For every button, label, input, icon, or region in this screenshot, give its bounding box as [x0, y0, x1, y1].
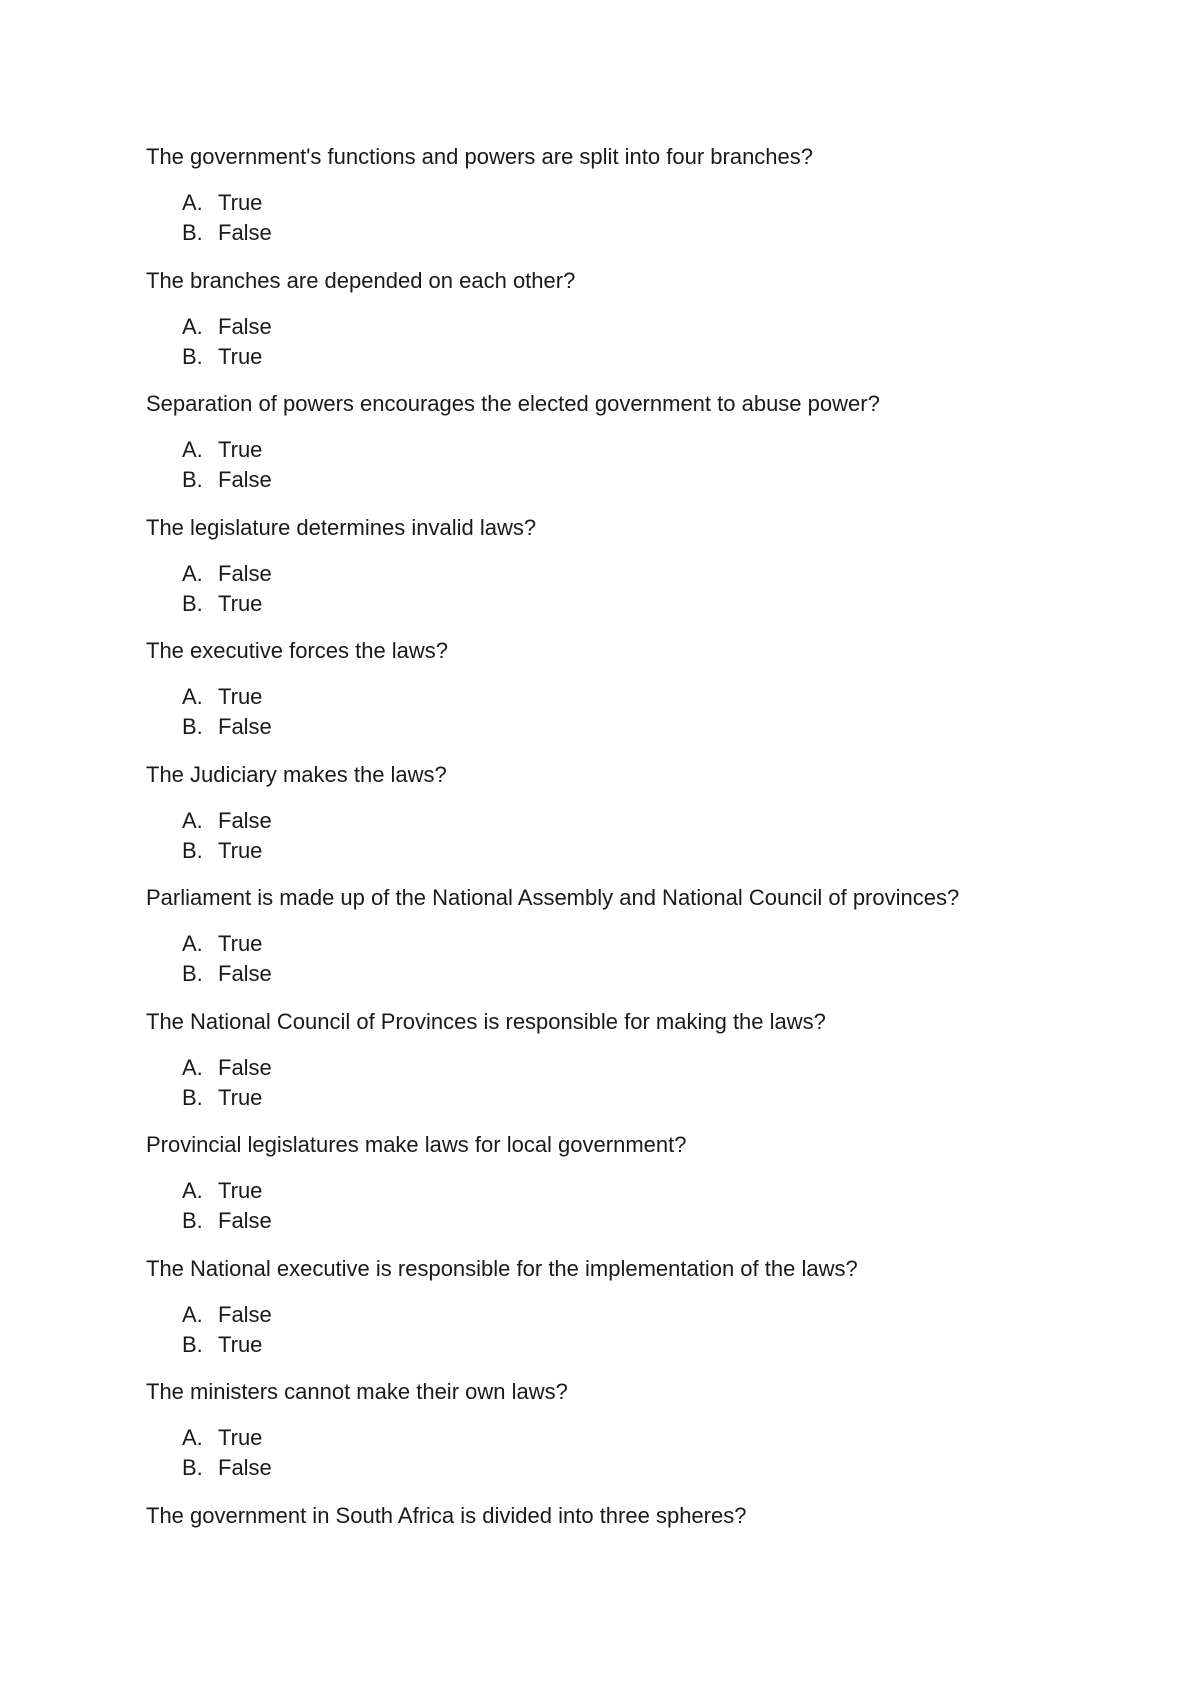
answer-options	[146, 806, 1146, 866]
option-label: True	[218, 1425, 263, 1450]
option-letter: A.	[182, 807, 203, 833]
option-label: False	[218, 220, 272, 245]
answer-option	[146, 959, 1146, 989]
answer-options	[146, 682, 1146, 742]
option-letter: A.	[182, 560, 203, 586]
question-text: Parliament is made up of the National Assembly and National Council of provinces?	[146, 885, 960, 910]
question-block	[146, 638, 1146, 762]
question-text: The National Council of Provinces is responsible for making the laws?	[146, 1008, 826, 1034]
answer-options	[146, 929, 1146, 989]
answer-options	[146, 435, 1146, 495]
answer-option	[146, 218, 1146, 248]
option-letter: A.	[182, 1301, 203, 1327]
option-label: False	[218, 560, 272, 586]
question-block	[146, 515, 1146, 639]
option-letter: A.	[182, 684, 203, 709]
option-letter: A.	[182, 1425, 203, 1450]
option-label: True	[218, 931, 263, 956]
question-text: The legislature determines invalid laws?	[146, 514, 537, 540]
answer-option	[146, 806, 1146, 836]
answer-option	[146, 1206, 1146, 1236]
question-text: The ministers cannot make their own laws?	[146, 1379, 568, 1404]
option-letter: B.	[182, 1331, 203, 1357]
answer-option	[146, 1330, 1146, 1360]
answer-option	[146, 1053, 1146, 1083]
option-letter: A.	[182, 190, 203, 215]
question-text: The National executive is responsible for the implementation of the laws?	[146, 1255, 858, 1281]
option-label: True	[218, 1178, 263, 1203]
option-letter: B.	[182, 1208, 203, 1233]
option-letter: A.	[182, 1054, 203, 1080]
question-text: The branches are depended on each other?	[146, 267, 576, 293]
option-letter: B.	[182, 1455, 203, 1480]
answer-options	[146, 1053, 1146, 1113]
option-label: True	[218, 1084, 263, 1110]
answer-option	[146, 465, 1146, 495]
option-label: True	[218, 837, 263, 863]
question-block	[146, 391, 1146, 515]
option-label: False	[218, 1455, 272, 1480]
answer-option	[146, 682, 1146, 712]
answer-option	[146, 1300, 1146, 1330]
answer-options	[146, 312, 1146, 372]
question-text: Separation of powers encourages the elected government to abuse power?	[146, 391, 880, 416]
option-letter: B.	[182, 961, 203, 986]
answer-option	[146, 589, 1146, 619]
answer-option	[146, 435, 1146, 465]
answer-option	[146, 1423, 1146, 1453]
option-letter: B.	[182, 714, 203, 739]
answer-options	[146, 559, 1146, 619]
answer-options	[146, 1176, 1146, 1236]
answer-option	[146, 1083, 1146, 1113]
option-letter: B.	[182, 467, 203, 492]
option-label: True	[218, 590, 263, 616]
question-block	[146, 268, 1146, 392]
answer-options	[146, 188, 1146, 248]
question-text: The executive forces the laws?	[146, 638, 449, 663]
answer-option	[146, 1453, 1146, 1483]
option-label: False	[218, 714, 272, 739]
option-label: False	[218, 313, 272, 339]
answer-options	[146, 1300, 1146, 1360]
answer-options	[146, 1423, 1146, 1483]
option-label: True	[218, 1331, 263, 1357]
option-letter: A.	[182, 313, 203, 339]
answer-option	[146, 1176, 1146, 1206]
question-text: Provincial legislatures make laws for local government?	[146, 1132, 687, 1157]
option-label: False	[218, 807, 272, 833]
answer-option	[146, 559, 1146, 589]
question-block	[146, 1009, 1146, 1133]
option-label: True	[218, 343, 263, 369]
option-letter: B.	[182, 590, 203, 616]
answer-option	[146, 188, 1146, 218]
option-label: True	[218, 437, 263, 462]
option-letter: A.	[182, 1178, 203, 1203]
option-letter: A.	[182, 437, 203, 462]
question-block	[146, 144, 1146, 268]
option-letter: B.	[182, 343, 203, 369]
answer-option	[146, 342, 1146, 372]
answer-option	[146, 312, 1146, 342]
option-letter: B.	[182, 837, 203, 863]
question-text: The Judiciary makes the laws?	[146, 761, 447, 787]
question-block	[146, 762, 1146, 886]
option-label: True	[218, 684, 263, 709]
option-letter: B.	[182, 220, 203, 245]
option-label: False	[218, 1208, 272, 1233]
option-label: False	[218, 1054, 272, 1080]
option-label: False	[218, 467, 272, 492]
answer-option	[146, 929, 1146, 959]
question-block	[146, 1503, 1146, 1627]
question-block	[146, 1379, 1146, 1503]
question-block	[146, 1132, 1146, 1256]
question-text: The government in South Africa is divided into three spheres?	[146, 1502, 747, 1528]
question-text: The government's functions and powers are split into four branches?	[146, 144, 814, 169]
option-label: True	[218, 190, 263, 215]
answer-option	[146, 712, 1146, 742]
option-label: False	[218, 961, 272, 986]
question-block	[146, 885, 1146, 1009]
option-letter: A.	[182, 931, 203, 956]
question-block	[146, 1256, 1146, 1380]
answer-option	[146, 836, 1146, 866]
option-letter: B.	[182, 1084, 203, 1110]
question-list	[146, 144, 1146, 1626]
option-label: False	[218, 1301, 272, 1327]
